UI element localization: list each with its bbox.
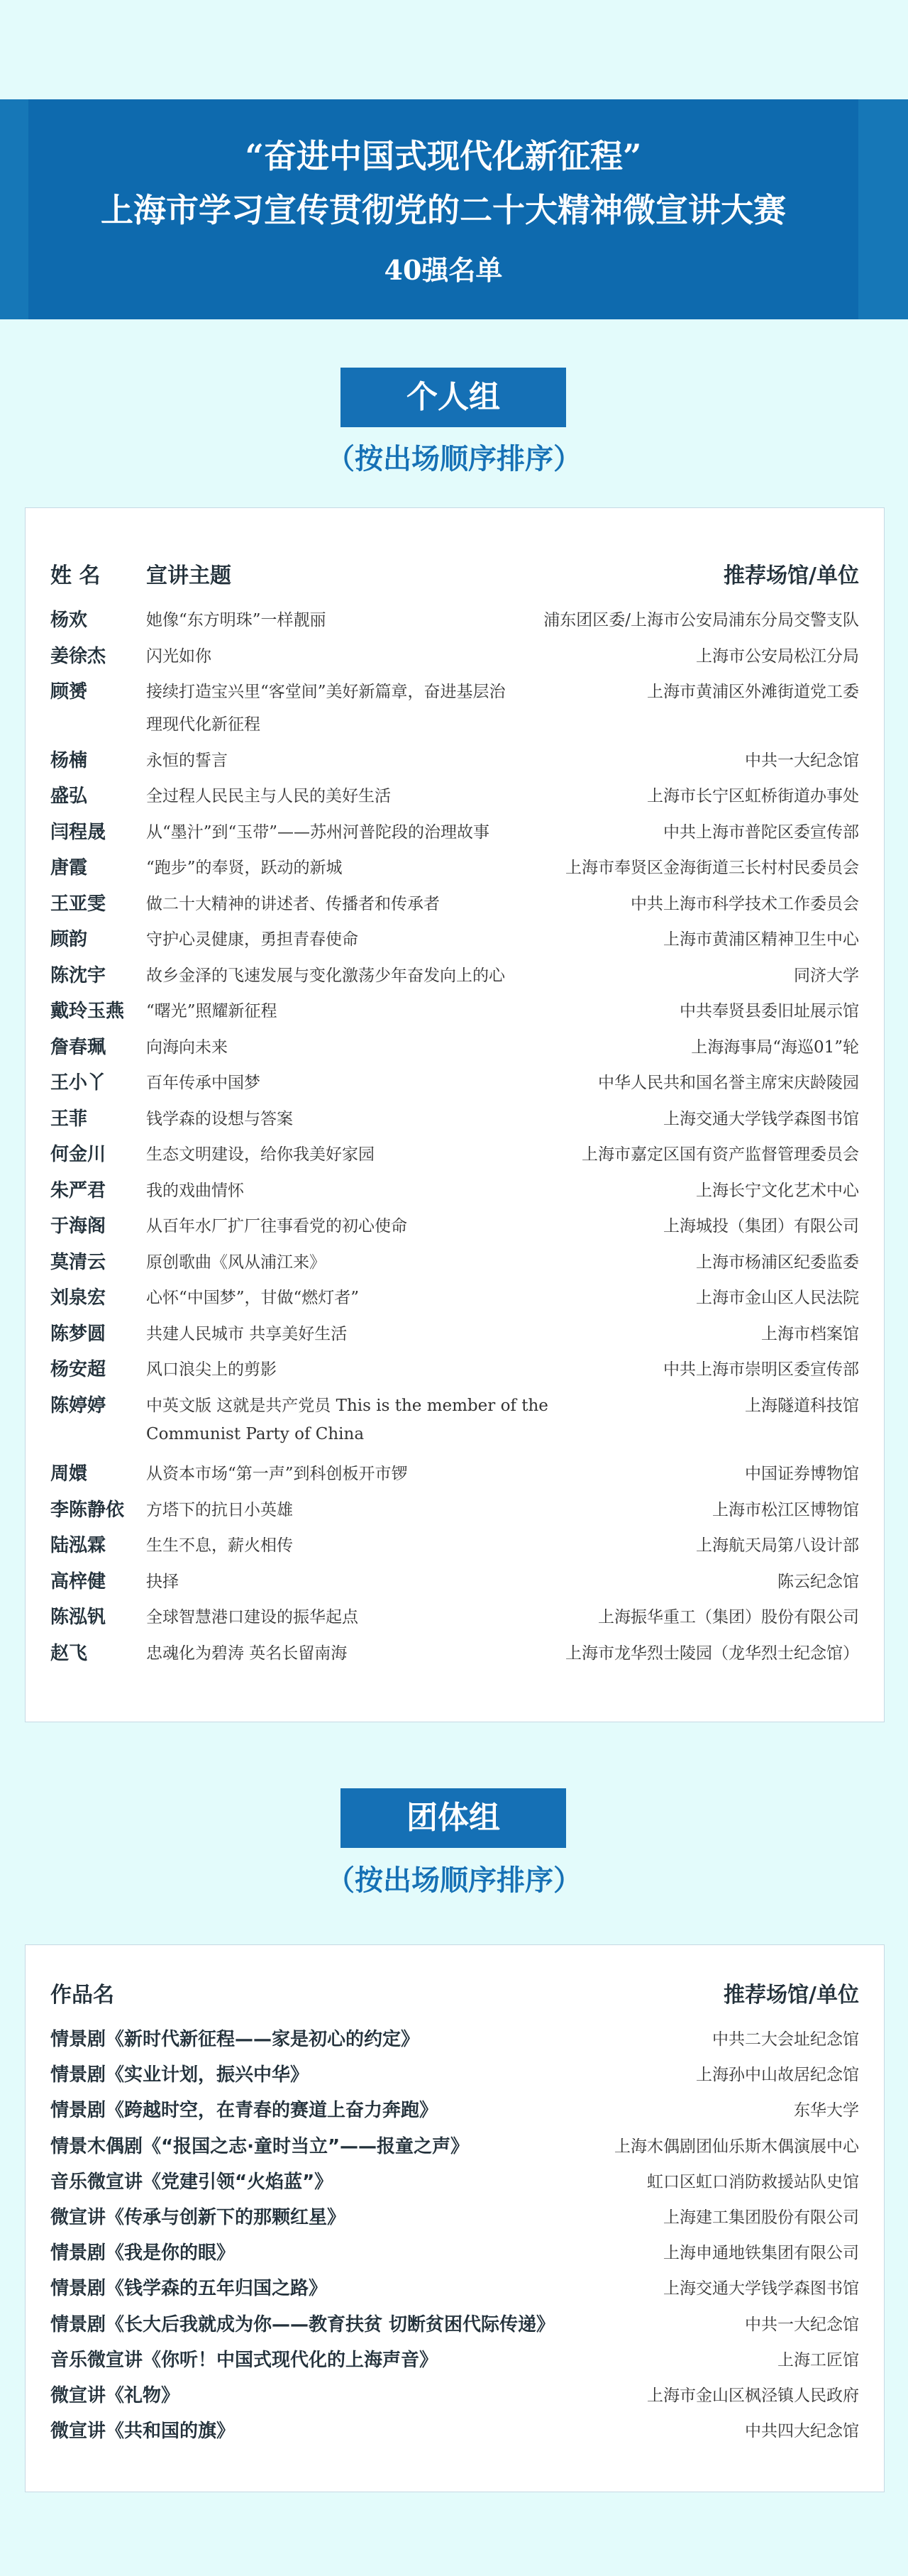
col-header-unit: 推荐场馆/单位 bbox=[724, 563, 859, 588]
recommending-unit: 中共二大会址纪念馆 bbox=[712, 2030, 859, 2049]
recommending-unit: 同济大学 bbox=[794, 966, 859, 985]
recommending-unit: 上海木偶剧团仙乐斯木偶演展中心 bbox=[614, 2137, 859, 2156]
work-title: 情景剧《钱学森的五年归国之路》 bbox=[50, 2278, 328, 2300]
speech-topic: 抉择 bbox=[146, 1572, 179, 1591]
recommending-unit: 中共一大纪念馆 bbox=[745, 751, 859, 770]
recommending-unit: 上海市龙华烈士陵园（龙华烈士纪念馆） bbox=[565, 1644, 859, 1663]
speech-topic: 共建人民城市 共享美好生活 bbox=[146, 1324, 348, 1343]
speaker-name: 詹春珮 bbox=[50, 1036, 106, 1058]
speaker-name: 陈梦圆 bbox=[50, 1323, 106, 1345]
recommending-unit: 中共上海市科学技术工作委员会 bbox=[631, 894, 859, 913]
speech-topic: 全球智慧港口建设的振华起点 bbox=[146, 1608, 358, 1626]
recommending-unit: 上海交通大学钱学森图书馆 bbox=[663, 2279, 859, 2299]
speaker-name: 王菲 bbox=[50, 1108, 88, 1130]
speaker-name: 戴玲玉燕 bbox=[50, 1001, 125, 1022]
recommending-unit: 上海振华重工（集团）股份有限公司 bbox=[598, 1608, 859, 1626]
team-group-label: 团体组 bbox=[340, 1788, 566, 1848]
work-title: 情景剧《长大后我就成为你——教育扶贫 切断贫困代际传递》 bbox=[50, 2313, 555, 2335]
recommending-unit: 虹口区虹口消防救援站队史馆 bbox=[647, 2172, 859, 2191]
speech-topic: 百年传承中国梦 bbox=[146, 1074, 260, 1092]
team-group-subtitle: （按出场顺序排序） bbox=[326, 1864, 582, 1897]
speaker-name: 周嬛 bbox=[50, 1463, 88, 1485]
speech-topic: 接续打造宝兴里“客堂间”美好新篇章，奋进基层治 bbox=[146, 683, 506, 701]
speech-topic: 生生不息，薪火相传 bbox=[146, 1536, 293, 1555]
recommending-unit: 中共上海市普陀区委宣传部 bbox=[663, 822, 859, 842]
speaker-name: 赵飞 bbox=[50, 1642, 88, 1664]
speaker-name: 于海阁 bbox=[50, 1216, 106, 1237]
speech-topic: 钱学森的设想与答案 bbox=[146, 1109, 293, 1128]
work-title: 音乐微宣讲《你听！中国式现代化的上海声音》 bbox=[50, 2349, 438, 2371]
speech-topic: 忠魂化为碧涛 英名长留南海 bbox=[146, 1644, 348, 1663]
recommending-unit: 上海海事局“海巡01”轮 bbox=[691, 1037, 859, 1057]
team-table bbox=[25, 1944, 885, 2492]
recommending-unit: 上海航天局第八设计部 bbox=[696, 1536, 859, 1555]
speaker-name: 唐霞 bbox=[50, 857, 88, 879]
recommending-unit: 上海申通地铁集团有限公司 bbox=[663, 2244, 859, 2263]
speaker-name: 杨楠 bbox=[50, 749, 88, 771]
recommending-unit: 上海城投（集团）有限公司 bbox=[663, 1217, 859, 1235]
work-title: 微宣讲《传承与创新下的那颗红星》 bbox=[50, 2207, 346, 2228]
speech-topic: 中英文版 这就是共产党员 This is the member of the bbox=[146, 1396, 548, 1415]
speaker-name: 陈沈宇 bbox=[50, 964, 106, 986]
recommending-unit: 上海市金山区枫泾镇人民政府 bbox=[647, 2387, 859, 2405]
recommending-unit: 上海交通大学钱学森图书馆 bbox=[663, 1109, 859, 1128]
recommending-unit: 上海市档案馆 bbox=[761, 1324, 859, 1343]
speech-topic: 闪光如你 bbox=[146, 646, 211, 666]
recommending-unit: 上海隧道科技馆 bbox=[745, 1396, 859, 1415]
page-title: 上海市学习宣传贯彻党的二十大精神微宣讲大赛 bbox=[101, 191, 786, 229]
work-title: 情景剧《新时代新征程——家是初心的约定》 bbox=[50, 2029, 420, 2050]
recommending-unit: 上海市金山区人民法院 bbox=[696, 1289, 859, 1307]
work-title: 情景木偶剧《“报国之志·童时当立”——报童之声》 bbox=[50, 2135, 470, 2157]
header-slogan: “奋进中国式现代化新征程” bbox=[245, 137, 642, 175]
recommending-unit: 中共奉贤县委旧址展示馆 bbox=[680, 1002, 859, 1020]
speech-topic: “跑步”的奉贤，跃动的新城 bbox=[146, 859, 343, 877]
speech-topic: 我的戏曲情怀 bbox=[146, 1181, 244, 1200]
work-title: 情景剧《我是你的眼》 bbox=[50, 2242, 236, 2264]
recommending-unit: 中国证券博物馆 bbox=[745, 1465, 859, 1483]
recommending-unit: 上海工匠馆 bbox=[777, 2350, 859, 2369]
recommending-unit: 上海市黄浦区外滩街道党工委 bbox=[647, 683, 859, 701]
recommending-unit: 陈云纪念馆 bbox=[777, 1572, 859, 1591]
speech-topic-continued: Communist Party of China bbox=[146, 1424, 365, 1443]
speech-topic: 风口浪尖上的剪影 bbox=[146, 1360, 277, 1379]
col-header-team-unit: 推荐场馆/单位 bbox=[724, 1983, 859, 2008]
speech-topic: 守护心灵健康，勇担青春使命 bbox=[146, 930, 358, 949]
speech-topic: 做二十大精神的讲述者、传播者和传承者 bbox=[146, 894, 440, 913]
speaker-name: 何金川 bbox=[50, 1144, 106, 1165]
individual-group-subtitle: （按出场顺序排序） bbox=[326, 442, 582, 475]
recommending-unit: 上海建工集团股份有限公司 bbox=[663, 2208, 859, 2227]
speaker-name: 杨安超 bbox=[50, 1359, 106, 1380]
recommending-unit: 上海市杨浦区纪委监委 bbox=[696, 1253, 859, 1272]
work-title: 情景剧《跨越时空，在青春的赛道上奋力奔跑》 bbox=[50, 2100, 438, 2122]
speaker-name: 姜徐杰 bbox=[50, 645, 106, 667]
speech-topic: 心怀“中国梦”，甘做“燃灯者” bbox=[146, 1289, 360, 1307]
speaker-name: 陈婷婷 bbox=[50, 1394, 106, 1416]
speaker-name: 朱严君 bbox=[50, 1179, 106, 1201]
recommending-unit: 上海市黄浦区精神卫生中心 bbox=[663, 930, 859, 949]
speech-topic: 她像“东方明珠”一样靓丽 bbox=[146, 611, 326, 629]
speaker-name: 杨欢 bbox=[50, 610, 88, 631]
speaker-name: 刘泉宏 bbox=[50, 1287, 106, 1309]
speech-topic: 永恒的誓言 bbox=[146, 751, 228, 770]
speaker-name: 顾赟 bbox=[50, 681, 88, 703]
header-panel bbox=[28, 99, 858, 319]
recommending-unit: 中共一大纪念馆 bbox=[745, 2315, 859, 2334]
speaker-name: 闫程晟 bbox=[50, 821, 106, 843]
speech-topic: 生态文明建设，给你我美好家园 bbox=[146, 1145, 375, 1164]
speaker-name: 陆泓霖 bbox=[50, 1535, 106, 1556]
recommending-unit: 浦东团区委/上海市公安局浦东分局交警支队 bbox=[543, 611, 859, 629]
speech-topic: 从百年水厂扩厂往事看党的初心使命 bbox=[146, 1217, 407, 1235]
speech-topic: 原创歌曲《风从浦江来》 bbox=[146, 1253, 326, 1272]
speech-topic-continued: 理现代化新征程 bbox=[146, 715, 260, 734]
recommending-unit: 上海市嘉定区国有资产监督管理委员会 bbox=[582, 1145, 859, 1164]
individual-table bbox=[25, 507, 885, 1722]
speaker-name: 王亚雯 bbox=[50, 893, 106, 915]
speaker-name: 李陈静依 bbox=[50, 1499, 125, 1521]
header-banner bbox=[0, 99, 908, 319]
col-header-topic: 宣讲主题 bbox=[146, 563, 231, 588]
work-title: 微宣讲《共和国的旗》 bbox=[50, 2421, 236, 2443]
speech-topic: 向海向未来 bbox=[146, 1037, 228, 1057]
recommending-unit: 中华人民共和国名誉主席宋庆龄陵园 bbox=[598, 1074, 859, 1092]
speech-topic: 从“墨汁”到“玉带”——苏州河普陀段的治理故事 bbox=[146, 822, 490, 842]
speaker-name: 盛弘 bbox=[50, 786, 88, 807]
speaker-name: 陈泓钒 bbox=[50, 1607, 106, 1628]
speech-topic: 故乡金泽的飞速发展与变化激荡少年奋发向上的心 bbox=[146, 966, 505, 985]
work-title: 微宣讲《礼物》 bbox=[50, 2385, 180, 2406]
recommending-unit: 中共上海市崇明区委宣传部 bbox=[663, 1360, 859, 1379]
recommending-unit: 中共四大纪念馆 bbox=[745, 2422, 859, 2441]
col-header-work: 作品名 bbox=[50, 1983, 114, 2008]
recommending-unit: 上海市松江区博物馆 bbox=[712, 1500, 859, 1519]
recommending-unit: 上海长宁文化艺术中心 bbox=[696, 1181, 859, 1200]
speech-topic: 方塔下的抗日小英雄 bbox=[146, 1500, 293, 1519]
individual-group-label: 个人组 bbox=[340, 368, 566, 427]
page-subtitle: 40强名单 bbox=[384, 254, 503, 286]
speaker-name: 莫清云 bbox=[50, 1251, 106, 1273]
speaker-name: 高梓健 bbox=[50, 1570, 106, 1592]
work-title: 情景剧《实业计划，振兴中华》 bbox=[50, 2064, 309, 2086]
recommending-unit: 上海孙中山故居纪念馆 bbox=[696, 2066, 859, 2085]
speech-topic: 全过程人民民主与人民的美好生活 bbox=[146, 787, 391, 805]
col-header-name: 姓 名 bbox=[50, 563, 101, 588]
recommending-unit: 上海市公安局松江分局 bbox=[696, 646, 859, 666]
recommending-unit: 上海市长宁区虹桥街道办事处 bbox=[647, 787, 859, 805]
recommending-unit: 东华大学 bbox=[794, 2101, 859, 2120]
speech-topic: 从资本市场“第一声”到科创板开市锣 bbox=[146, 1465, 408, 1483]
speaker-name: 顾韵 bbox=[50, 929, 88, 950]
speaker-name: 王小丫 bbox=[50, 1072, 106, 1094]
recommending-unit: 上海市奉贤区金海街道三长村村民委员会 bbox=[565, 859, 859, 877]
work-title: 音乐微宣讲《党建引领“火焰蓝”》 bbox=[50, 2171, 333, 2193]
speech-topic: “曙光”照耀新征程 bbox=[146, 1002, 277, 1020]
